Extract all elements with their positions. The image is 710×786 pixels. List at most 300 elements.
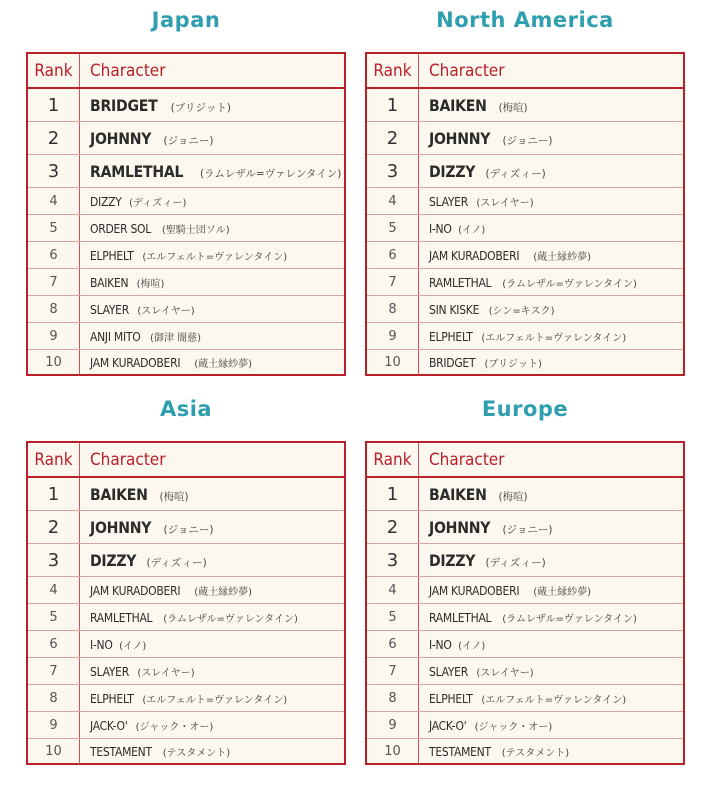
ranking-table — [26, 441, 346, 765]
character-name-en: JOHNNY — [90, 517, 152, 537]
rank-number: 8 — [388, 690, 397, 706]
rank-number: 4 — [388, 193, 397, 209]
rank-cell — [367, 122, 419, 154]
character-name-jp: (スレイヤー) — [476, 197, 534, 209]
rank-cell — [28, 296, 80, 322]
character-name-jp: (ラムレザル=ヴァレンタイン) — [502, 278, 637, 290]
table-row — [28, 739, 344, 764]
character-name — [90, 637, 146, 652]
character-name-jp: (蔵土縁紗夢) — [533, 586, 592, 598]
rank-cell — [367, 544, 419, 576]
rank-number: 9 — [49, 328, 58, 344]
panel-europe — [365, 389, 685, 765]
character-cell — [419, 188, 683, 214]
rank-number: 7 — [49, 663, 58, 679]
character-name — [429, 637, 485, 652]
character-name-en: JACK-O' — [429, 718, 467, 733]
character-name-jp: (エルフェルト=ヴァレンタイン) — [481, 694, 627, 706]
rank-number: 10 — [384, 355, 401, 370]
character-name-jp: (テスタメント) — [501, 748, 570, 759]
character-name-jp: (ジャック・オー) — [474, 721, 553, 733]
rank-cell — [367, 155, 419, 187]
character-cell — [80, 296, 344, 322]
table-header — [367, 54, 683, 89]
character-name-jp: (ブリジット) — [170, 101, 231, 114]
character-cell — [419, 89, 683, 121]
rank-cell — [28, 122, 80, 154]
rank-number: 1 — [47, 94, 60, 116]
character-name-en: JOHNNY — [429, 128, 491, 148]
character-name-jp: (ジョニー) — [502, 523, 553, 536]
table-row — [28, 511, 344, 544]
character-cell — [80, 739, 344, 764]
rank-number: 8 — [49, 301, 58, 317]
table-row — [28, 544, 344, 577]
character-name — [90, 248, 287, 263]
character-name-jp: (イノ) — [458, 224, 486, 236]
character-name-en: BAIKEN — [429, 95, 487, 115]
character-name — [429, 162, 546, 181]
rank-number: 6 — [388, 247, 397, 263]
rank-number: 5 — [49, 609, 58, 625]
panel-japan — [26, 0, 346, 376]
rank-number: 5 — [388, 220, 397, 236]
character-name-jp: (ラムレザル=ヴァレンタイン) — [199, 167, 342, 180]
rank-number: 5 — [388, 609, 397, 625]
character-name-jp: (エルフェルト=ヴァレンタイン) — [142, 694, 288, 706]
region-title: Europe — [481, 397, 569, 421]
rank-number: 10 — [45, 355, 62, 370]
character-name — [429, 96, 528, 115]
character-cell — [419, 685, 683, 711]
rank-number: 4 — [49, 193, 58, 209]
table-row — [28, 350, 344, 375]
character-name-en: SLAYER — [90, 664, 129, 679]
character-name — [429, 691, 626, 706]
character-name-en: RAMLETHAL — [90, 610, 153, 625]
rank-cell — [28, 511, 80, 543]
character-cell — [419, 577, 683, 603]
character-name-jp: (梅喧) — [136, 278, 165, 290]
region-title: Japan — [151, 8, 221, 32]
rank-cell — [28, 631, 80, 657]
character-cell — [80, 631, 344, 657]
rank-number: 2 — [47, 127, 60, 149]
rank-cell — [367, 658, 419, 684]
rank-number: 2 — [47, 516, 60, 538]
character-name — [90, 691, 287, 706]
character-name-jp: (エルフェルト=ヴァレンタイン) — [481, 332, 627, 344]
character-name — [429, 551, 546, 570]
character-name-en: JAM KURADOBERI — [429, 248, 520, 263]
table-row — [28, 122, 344, 155]
rank-number: 2 — [386, 127, 399, 149]
rank-cell — [367, 685, 419, 711]
header-rank: Rank — [367, 54, 419, 87]
character-cell — [80, 215, 344, 241]
character-name-en: ANJI MITO — [90, 329, 141, 344]
rank-number: 10 — [384, 744, 401, 759]
character-name — [90, 275, 164, 290]
character-name-en: SIN KISKE — [429, 302, 480, 317]
character-cell — [80, 511, 344, 543]
character-name — [429, 221, 485, 236]
table-row — [367, 739, 683, 764]
character-name-jp: (蔵土縁紗夢) — [533, 251, 592, 263]
rank-cell — [367, 323, 419, 349]
character-name-en: JAM KURADOBERI — [429, 583, 520, 598]
rank-cell — [28, 685, 80, 711]
character-cell — [419, 712, 683, 738]
character-cell — [419, 242, 683, 268]
character-name-jp: (スレイヤー) — [476, 667, 534, 679]
rank-cell — [367, 631, 419, 657]
character-name-en: DIZZY — [90, 194, 122, 209]
header-rank: Rank — [28, 54, 80, 87]
character-name-en: ELPHELT — [90, 691, 134, 706]
table-row — [367, 188, 683, 215]
character-name-jp: (イノ) — [458, 640, 486, 652]
character-cell — [80, 712, 344, 738]
character-cell — [419, 511, 683, 543]
character-cell — [419, 604, 683, 630]
rank-cell — [28, 739, 80, 764]
rank-number: 1 — [386, 94, 399, 116]
rank-number: 8 — [388, 301, 397, 317]
character-name-en: JOHNNY — [90, 128, 152, 148]
character-name — [90, 718, 213, 733]
table-row — [28, 269, 344, 296]
character-cell — [419, 269, 683, 295]
character-cell — [80, 155, 344, 187]
character-name-jp: (シン=キスク) — [488, 305, 555, 317]
table-row — [28, 242, 344, 269]
table-row — [367, 604, 683, 631]
rank-cell — [28, 577, 80, 603]
table-row — [28, 658, 344, 685]
ranking-table — [365, 52, 685, 376]
rank-number: 4 — [388, 582, 397, 598]
rank-cell — [367, 242, 419, 268]
character-name-en: BRIDGET — [429, 356, 476, 370]
character-cell — [80, 188, 344, 214]
character-name — [429, 485, 528, 504]
character-name — [90, 610, 298, 625]
table-header — [28, 443, 344, 478]
table-row — [28, 215, 344, 242]
rank-number: 4 — [49, 582, 58, 598]
rank-cell — [28, 350, 80, 375]
character-cell — [419, 478, 683, 510]
character-name-en: BAIKEN — [90, 275, 129, 290]
header-character: Character — [90, 60, 166, 81]
character-name-jp: (ラムレザル=ヴァレンタイン) — [163, 613, 298, 625]
character-name-jp: (蔵土縁紗夢) — [194, 586, 253, 598]
rank-number: 8 — [49, 690, 58, 706]
rank-cell — [28, 478, 80, 510]
character-name-jp: (ジョニー) — [502, 134, 553, 147]
character-cell — [80, 685, 344, 711]
character-name-jp: (ディズィー) — [146, 556, 207, 569]
character-cell — [80, 350, 344, 375]
character-name — [429, 275, 637, 290]
character-name-en: JAM KURADOBERI — [90, 356, 181, 370]
character-name — [90, 518, 214, 537]
character-name-en: I-NO — [90, 637, 113, 652]
character-name — [429, 744, 569, 759]
rank-number: 10 — [45, 744, 62, 759]
table-row — [367, 478, 683, 511]
rank-cell — [367, 89, 419, 121]
rank-cell — [367, 604, 419, 630]
header-character: Character — [429, 449, 505, 470]
character-name-jp: (御津 闇慈) — [150, 332, 202, 344]
character-name-jp: (ジャック・オー) — [135, 721, 214, 733]
header-character: Character — [429, 60, 505, 81]
rank-number: 6 — [388, 636, 397, 652]
rank-number: 2 — [386, 516, 399, 538]
character-cell — [80, 323, 344, 349]
table-row — [367, 658, 683, 685]
table-row — [367, 242, 683, 269]
character-name-jp: (梅喧) — [498, 490, 528, 503]
character-cell — [419, 658, 683, 684]
character-name — [429, 302, 554, 317]
rank-cell — [28, 155, 80, 187]
character-name-en: I-NO — [429, 637, 452, 652]
table-header — [28, 54, 344, 89]
panel-north-america — [365, 0, 685, 376]
rank-number: 3 — [386, 160, 399, 182]
character-name-jp: (梅喧) — [498, 101, 528, 114]
character-name-en: TESTAMENT — [429, 745, 491, 759]
character-cell — [419, 215, 683, 241]
header-rank: Rank — [28, 443, 80, 476]
rank-cell — [367, 478, 419, 510]
character-name-jp: (スレイヤー) — [137, 667, 195, 679]
rank-cell — [28, 89, 80, 121]
rank-cell — [367, 350, 419, 375]
character-name — [90, 583, 252, 598]
character-name-jp: (イノ) — [119, 640, 147, 652]
rank-cell — [28, 188, 80, 214]
character-cell — [419, 296, 683, 322]
character-name-en: RAMLETHAL — [429, 275, 492, 290]
character-cell — [419, 631, 683, 657]
rank-number: 1 — [386, 483, 399, 505]
character-cell — [419, 739, 683, 764]
character-cell — [80, 89, 344, 121]
character-name-jp: (エルフェルト=ヴァレンタイン) — [142, 251, 288, 263]
character-name-en: BRIDGET — [90, 95, 158, 115]
character-name — [90, 221, 230, 236]
rank-number: 3 — [47, 160, 60, 182]
character-name — [90, 329, 201, 344]
character-cell — [419, 350, 683, 375]
rank-cell — [28, 658, 80, 684]
character-name-jp: (スレイヤー) — [137, 305, 195, 317]
rank-number: 7 — [388, 274, 397, 290]
rank-number: 5 — [49, 220, 58, 236]
character-cell — [80, 242, 344, 268]
character-name-en: JAM KURADOBERI — [90, 583, 181, 598]
character-name-jp: (梅喧) — [159, 490, 189, 503]
character-name-en: RAMLETHAL — [90, 161, 184, 181]
character-name — [90, 129, 214, 148]
table-row — [367, 350, 683, 375]
character-name-en: ORDER SOL — [90, 221, 152, 236]
character-name-en: I-NO — [429, 221, 452, 236]
character-name-jp: (ブリジット) — [484, 359, 542, 370]
table-row — [28, 604, 344, 631]
character-name-en: SLAYER — [429, 664, 468, 679]
character-name — [90, 551, 207, 570]
panel-asia — [26, 389, 346, 765]
character-name — [429, 329, 626, 344]
character-name — [90, 485, 189, 504]
rank-cell — [28, 604, 80, 630]
table-row — [367, 122, 683, 155]
rank-number: 9 — [49, 717, 58, 733]
rank-cell — [367, 188, 419, 214]
rank-number: 6 — [49, 247, 58, 263]
character-name-en: TESTAMENT — [90, 745, 152, 759]
table-row — [28, 296, 344, 323]
table-row — [367, 269, 683, 296]
table-row — [28, 188, 344, 215]
character-name-jp: (ジョニー) — [163, 134, 214, 147]
table-row — [367, 89, 683, 122]
character-name-jp: (ディズィー) — [129, 197, 187, 209]
character-name — [90, 664, 195, 679]
character-cell — [80, 478, 344, 510]
rank-number: 6 — [49, 636, 58, 652]
character-cell — [419, 122, 683, 154]
character-cell — [419, 155, 683, 187]
character-name-en: BAIKEN — [429, 484, 487, 504]
character-name-jp: (聖騎士団ソル) — [161, 224, 230, 236]
character-name — [429, 194, 534, 209]
rank-cell — [367, 712, 419, 738]
character-name — [90, 744, 230, 759]
character-name-jp: (ディズィー) — [485, 167, 546, 180]
rank-number: 3 — [386, 549, 399, 571]
table-header — [367, 443, 683, 478]
character-name — [429, 610, 637, 625]
character-name-en: BAIKEN — [90, 484, 148, 504]
character-name-en: DIZZY — [429, 161, 476, 181]
rank-number: 3 — [47, 549, 60, 571]
table-row — [28, 89, 344, 122]
character-cell — [80, 122, 344, 154]
rank-number: 9 — [388, 328, 397, 344]
character-name — [90, 162, 341, 181]
rank-cell — [367, 269, 419, 295]
table-row — [28, 712, 344, 739]
character-name — [429, 518, 553, 537]
table-row — [367, 323, 683, 350]
table-row — [367, 155, 683, 188]
character-name-en: JOHNNY — [429, 517, 491, 537]
character-name — [90, 194, 186, 209]
table-row — [367, 631, 683, 658]
character-name-en: ELPHELT — [429, 691, 473, 706]
character-name — [429, 248, 591, 263]
rank-number: 7 — [49, 274, 58, 290]
table-row — [28, 323, 344, 350]
rank-cell — [367, 511, 419, 543]
character-name-en: SLAYER — [429, 194, 468, 209]
character-cell — [80, 544, 344, 576]
character-cell — [80, 269, 344, 295]
character-name-jp: (蔵土縁紗夢) — [194, 359, 253, 370]
character-name-en: DIZZY — [90, 550, 137, 570]
character-name-en: ELPHELT — [90, 248, 134, 263]
character-name — [429, 129, 553, 148]
character-name — [90, 96, 231, 115]
character-name-en: SLAYER — [90, 302, 129, 317]
table-row — [367, 296, 683, 323]
character-name — [429, 664, 534, 679]
region-title: North America — [436, 8, 614, 32]
region-title: Asia — [159, 397, 213, 421]
ranking-table — [365, 441, 685, 765]
character-name-en: ELPHELT — [429, 329, 473, 344]
table-row — [367, 685, 683, 712]
rank-number: 1 — [47, 483, 60, 505]
table-row — [367, 511, 683, 544]
character-name-jp: (ラムレザル=ヴァレンタイン) — [502, 613, 637, 625]
rank-cell — [28, 712, 80, 738]
table-row — [367, 215, 683, 242]
rank-cell — [28, 242, 80, 268]
character-cell — [80, 577, 344, 603]
character-name-jp: (テスタメント) — [162, 748, 231, 759]
character-cell — [419, 323, 683, 349]
rank-number: 7 — [388, 663, 397, 679]
rank-cell — [367, 739, 419, 764]
character-name-jp: (ディズィー) — [485, 556, 546, 569]
character-name — [90, 302, 195, 317]
character-name — [429, 355, 542, 370]
rank-cell — [367, 215, 419, 241]
table-row — [28, 631, 344, 658]
header-character: Character — [90, 449, 166, 470]
character-name-en: RAMLETHAL — [429, 610, 492, 625]
rank-cell — [28, 544, 80, 576]
character-name-en: DIZZY — [429, 550, 476, 570]
rank-number: 9 — [388, 717, 397, 733]
character-name-jp: (ジョニー) — [163, 523, 214, 536]
rank-cell — [28, 323, 80, 349]
character-name-en: JACK-O' — [90, 718, 128, 733]
character-name — [90, 355, 252, 370]
rank-cell — [28, 215, 80, 241]
rank-cell — [28, 269, 80, 295]
table-row — [367, 577, 683, 604]
rank-cell — [367, 296, 419, 322]
table-row — [28, 478, 344, 511]
ranking-table — [26, 52, 346, 376]
table-row — [28, 685, 344, 712]
table-row — [367, 544, 683, 577]
character-cell — [80, 604, 344, 630]
table-row — [28, 577, 344, 604]
character-cell — [419, 544, 683, 576]
table-row — [28, 155, 344, 188]
table-row — [367, 712, 683, 739]
character-name — [429, 583, 591, 598]
